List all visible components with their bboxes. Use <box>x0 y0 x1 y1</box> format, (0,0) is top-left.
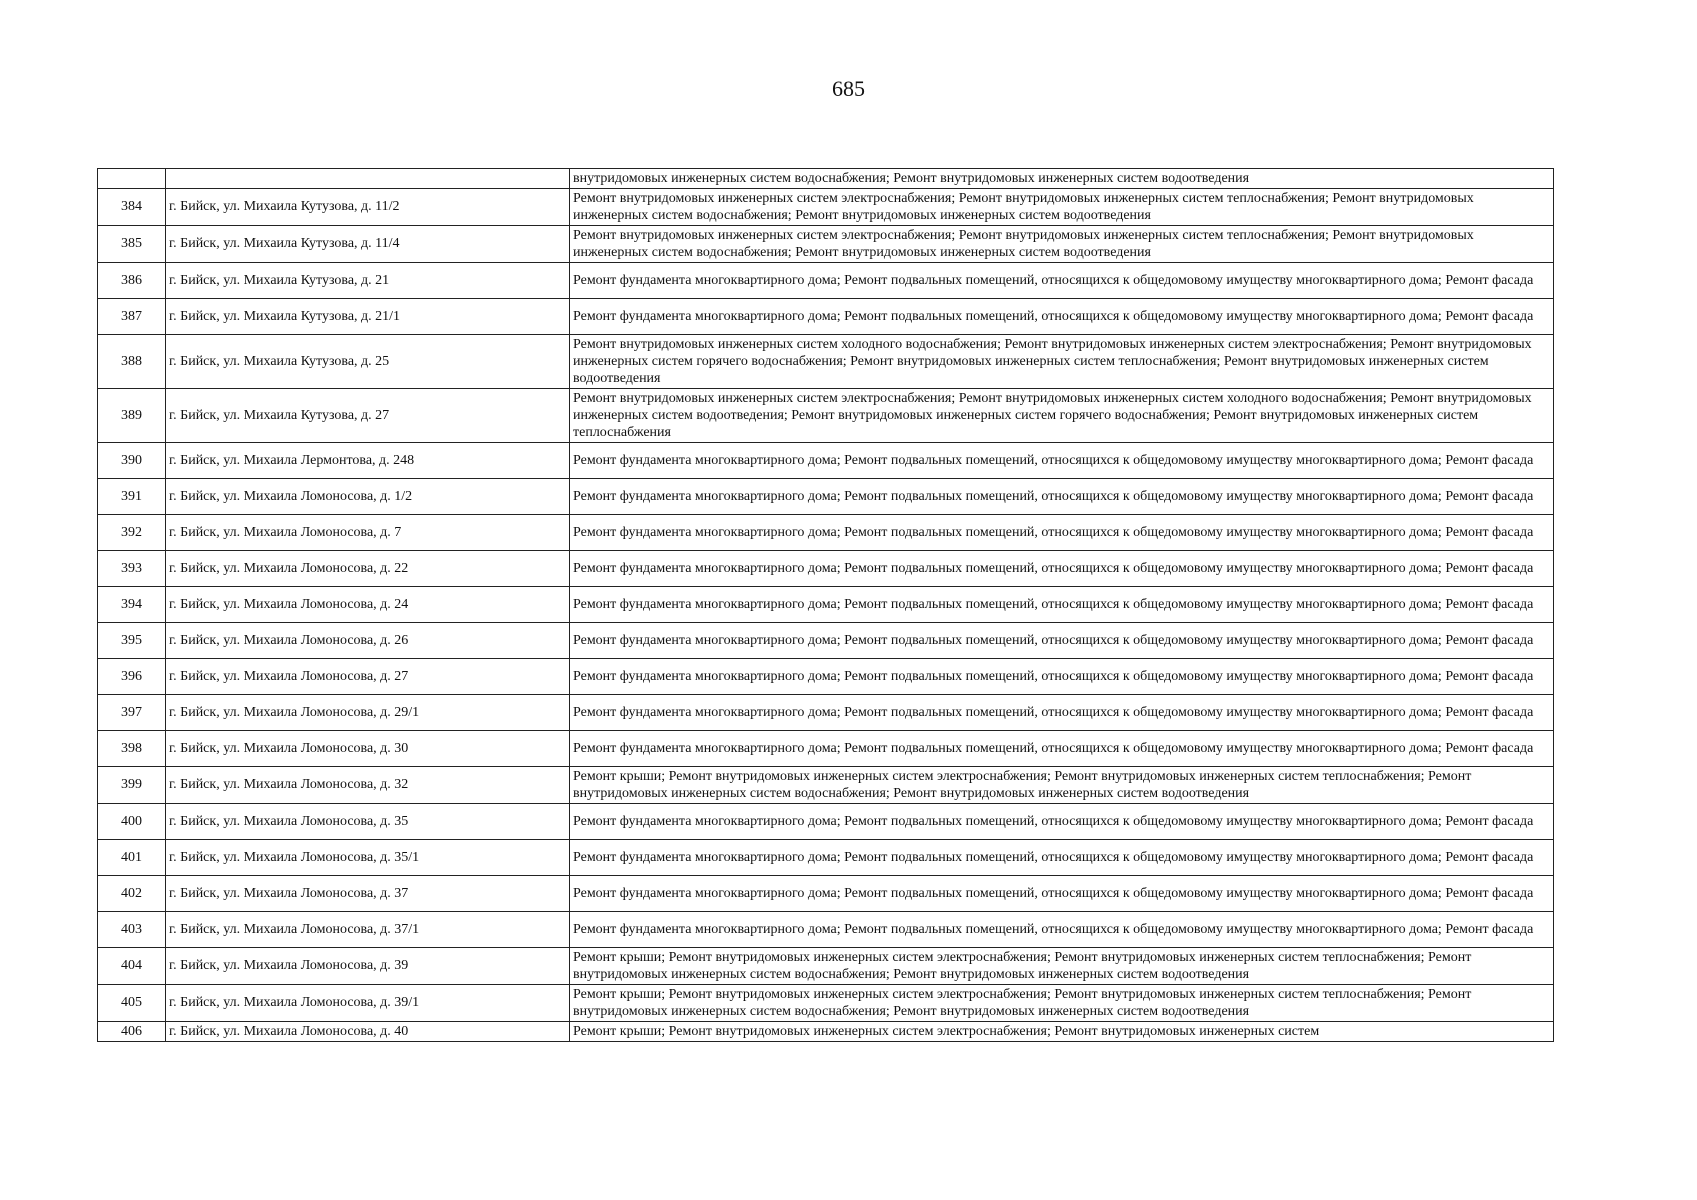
address-cell: г. Бийск, ул. Михаила Ломоносова, д. 32 <box>166 767 570 804</box>
table-row <box>98 731 1554 767</box>
table-row <box>98 695 1554 731</box>
works-cell: Ремонт фундамента многоквартирного дома; Ремонт подвальных помещений, относящихся к общедомовому имуществу многоквартирного дома; Ремонт фасада <box>570 443 1554 479</box>
table-row <box>98 587 1554 623</box>
row-number: 395 <box>98 623 166 659</box>
address-cell: г. Бийск, ул. Михаила Ломоносова, д. 40 <box>166 1022 570 1042</box>
table-row <box>98 299 1554 335</box>
address-cell: г. Бийск, ул. Михаила Кутузова, д. 21 <box>166 263 570 299</box>
address-cell: г. Бийск, ул. Михаила Ломоносова, д. 30 <box>166 731 570 767</box>
address-cell: г. Бийск, ул. Михаила Ломоносова, д. 37/1 <box>166 912 570 948</box>
table-row <box>98 804 1554 840</box>
works-cell: Ремонт фундамента многоквартирного дома; Ремонт подвальных помещений, относящихся к общедомовому имуществу многоквартирного дома; Ремонт фасада <box>570 299 1554 335</box>
table-row <box>98 948 1554 985</box>
table-row <box>98 551 1554 587</box>
row-number: 392 <box>98 515 166 551</box>
table-row <box>98 443 1554 479</box>
works-cell: Ремонт внутридомовых инженерных систем холодного водоснабжения; Ремонт внутридомовых инженерных систем электроснабжения; Ремонт внутридомовых инженерных систем горячего водоснабжения; Ремонт внутридомовых инженерных систем теплоснабжения; Ремонт внутридомовых инженерных систем водоотведения <box>570 335 1554 389</box>
address-cell: г. Бийск, ул. Михаила Кутузова, д. 21/1 <box>166 299 570 335</box>
table-row <box>98 335 1554 389</box>
row-number: 405 <box>98 985 166 1022</box>
works-cell: Ремонт фундамента многоквартирного дома; Ремонт подвальных помещений, относящихся к общедомовому имуществу многоквартирного дома; Ремонт фасада <box>570 804 1554 840</box>
row-number: 400 <box>98 804 166 840</box>
address-cell <box>166 169 570 189</box>
row-number: 402 <box>98 876 166 912</box>
page-number: 685 <box>832 76 865 101</box>
address-cell: г. Бийск, ул. Михаила Ломоносова, д. 35/1 <box>166 840 570 876</box>
works-cell: внутридомовых инженерных систем водоснабжения; Ремонт внутридомовых инженерных систем водоотведения <box>570 169 1554 189</box>
table-row <box>98 985 1554 1022</box>
row-number: 403 <box>98 912 166 948</box>
address-cell: г. Бийск, ул. Михаила Ломоносова, д. 35 <box>166 804 570 840</box>
row-number: 406 <box>98 1022 166 1042</box>
address-cell: г. Бийск, ул. Михаила Ломоносова, д. 29/1 <box>166 695 570 731</box>
address-cell: г. Бийск, ул. Михаила Кутузова, д. 11/2 <box>166 189 570 226</box>
address-cell: г. Бийск, ул. Михаила Кутузова, д. 25 <box>166 335 570 389</box>
table-row <box>98 515 1554 551</box>
table-row <box>98 263 1554 299</box>
works-cell: Ремонт фундамента многоквартирного дома; Ремонт подвальных помещений, относящихся к общедомовому имуществу многоквартирного дома; Ремонт фасада <box>570 623 1554 659</box>
table-row <box>98 389 1554 443</box>
row-number: 385 <box>98 226 166 263</box>
works-cell: Ремонт фундамента многоквартирного дома; Ремонт подвальных помещений, относящихся к общедомовому имуществу многоквартирного дома; Ремонт фасада <box>570 695 1554 731</box>
row-number: 397 <box>98 695 166 731</box>
address-cell: г. Бийск, ул. Михаила Ломоносова, д. 37 <box>166 876 570 912</box>
table-body <box>98 169 1554 1042</box>
table-row <box>98 226 1554 263</box>
row-number: 404 <box>98 948 166 985</box>
works-cell: Ремонт фундамента многоквартирного дома; Ремонт подвальных помещений, относящихся к общедомовому имуществу многоквартирного дома; Ремонт фасада <box>570 912 1554 948</box>
row-number: 401 <box>98 840 166 876</box>
table-row <box>98 189 1554 226</box>
works-cell: Ремонт крыши; Ремонт внутридомовых инженерных систем электроснабжения; Ремонт внутридомовых инженерных систем теплоснабжения; Ремонт внутридомовых инженерных систем водоснабжения; Ремонт внутридомовых инженерных систем водоотведения <box>570 767 1554 804</box>
address-cell: г. Бийск, ул. Михаила Ломоносова, д. 39 <box>166 948 570 985</box>
table-row <box>98 659 1554 695</box>
row-number: 393 <box>98 551 166 587</box>
table-row <box>98 840 1554 876</box>
table-row <box>98 767 1554 804</box>
works-cell: Ремонт фундамента многоквартирного дома; Ремонт подвальных помещений, относящихся к общедомовому имуществу многоквартирного дома; Ремонт фасада <box>570 587 1554 623</box>
address-cell: г. Бийск, ул. Михаила Лермонтова, д. 248 <box>166 443 570 479</box>
table-row <box>98 479 1554 515</box>
row-number: 386 <box>98 263 166 299</box>
works-cell: Ремонт внутридомовых инженерных систем электроснабжения; Ремонт внутридомовых инженерных систем теплоснабжения; Ремонт внутридомовых инженерных систем водоснабжения; Ремонт внутридомовых инженерных систем водоотведения <box>570 189 1554 226</box>
address-cell: г. Бийск, ул. Михаила Ломоносова, д. 22 <box>166 551 570 587</box>
works-cell: Ремонт фундамента многоквартирного дома; Ремонт подвальных помещений, относящихся к общедомовому имуществу многоквартирного дома; Ремонт фасада <box>570 515 1554 551</box>
table-row <box>98 1022 1554 1042</box>
works-cell: Ремонт фундамента многоквартирного дома; Ремонт подвальных помещений, относящихся к общедомовому имуществу многоквартирного дома; Ремонт фасада <box>570 263 1554 299</box>
works-cell: Ремонт крыши; Ремонт внутридомовых инженерных систем электроснабжения; Ремонт внутридомовых инженерных систем <box>570 1022 1554 1042</box>
address-cell: г. Бийск, ул. Михаила Ломоносова, д. 26 <box>166 623 570 659</box>
table-row <box>98 876 1554 912</box>
row-number: 390 <box>98 443 166 479</box>
row-number: 384 <box>98 189 166 226</box>
row-number: 388 <box>98 335 166 389</box>
address-cell: г. Бийск, ул. Михаила Кутузова, д. 27 <box>166 389 570 443</box>
works-cell: Ремонт фундамента многоквартирного дома; Ремонт подвальных помещений, относящихся к общедомовому имуществу многоквартирного дома; Ремонт фасада <box>570 840 1554 876</box>
works-cell: Ремонт внутридомовых инженерных систем электроснабжения; Ремонт внутридомовых инженерных систем холодного водоснабжения; Ремонт внутридомовых инженерных систем водоотведения; Ремонт внутридомовых инженерных систем горячего водоснабжения; Ремонт внутридомовых инженерных систем теплоснабжения <box>570 389 1554 443</box>
works-cell: Ремонт фундамента многоквартирного дома; Ремонт подвальных помещений, относящихся к общедомовому имуществу многоквартирного дома; Ремонт фасада <box>570 731 1554 767</box>
row-number: 398 <box>98 731 166 767</box>
works-cell: Ремонт крыши; Ремонт внутридомовых инженерных систем электроснабжения; Ремонт внутридомовых инженерных систем теплоснабжения; Ремонт внутридомовых инженерных систем водоснабжения; Ремонт внутридомовых инженерных систем водоотведения <box>570 985 1554 1022</box>
row-number: 399 <box>98 767 166 804</box>
works-cell: Ремонт фундамента многоквартирного дома; Ремонт подвальных помещений, относящихся к общедомовому имуществу многоквартирного дома; Ремонт фасада <box>570 876 1554 912</box>
address-cell: г. Бийск, ул. Михаила Ломоносова, д. 27 <box>166 659 570 695</box>
works-cell: Ремонт внутридомовых инженерных систем электроснабжения; Ремонт внутридомовых инженерных систем теплоснабжения; Ремонт внутридомовых инженерных систем водоснабжения; Ремонт внутридомовых инженерных систем водоотведения <box>570 226 1554 263</box>
works-cell: Ремонт крыши; Ремонт внутридомовых инженерных систем электроснабжения; Ремонт внутридомовых инженерных систем теплоснабжения; Ремонт внутридомовых инженерных систем водоснабжения; Ремонт внутридомовых инженерных систем водоотведения <box>570 948 1554 985</box>
row-number: 396 <box>98 659 166 695</box>
works-cell: Ремонт фундамента многоквартирного дома; Ремонт подвальных помещений, относящихся к общедомовому имуществу многоквартирного дома; Ремонт фасада <box>570 659 1554 695</box>
row-number: 394 <box>98 587 166 623</box>
address-cell: г. Бийск, ул. Михаила Кутузова, д. 11/4 <box>166 226 570 263</box>
address-cell: г. Бийск, ул. Михаила Ломоносова, д. 24 <box>166 587 570 623</box>
row-number: 391 <box>98 479 166 515</box>
works-cell: Ремонт фундамента многоквартирного дома; Ремонт подвальных помещений, относящихся к общедомовому имуществу многоквартирного дома; Ремонт фасада <box>570 479 1554 515</box>
table-row <box>98 169 1554 189</box>
row-number: 389 <box>98 389 166 443</box>
address-cell: г. Бийск, ул. Михаила Ломоносова, д. 1/2 <box>166 479 570 515</box>
table-row <box>98 912 1554 948</box>
table-row <box>98 623 1554 659</box>
repair-register-table <box>97 168 1554 1042</box>
row-number <box>98 169 166 189</box>
address-cell: г. Бийск, ул. Михаила Ломоносова, д. 7 <box>166 515 570 551</box>
row-number: 387 <box>98 299 166 335</box>
works-cell: Ремонт фундамента многоквартирного дома; Ремонт подвальных помещений, относящихся к общедомовому имуществу многоквартирного дома; Ремонт фасада <box>570 551 1554 587</box>
address-cell: г. Бийск, ул. Михаила Ломоносова, д. 39/1 <box>166 985 570 1022</box>
